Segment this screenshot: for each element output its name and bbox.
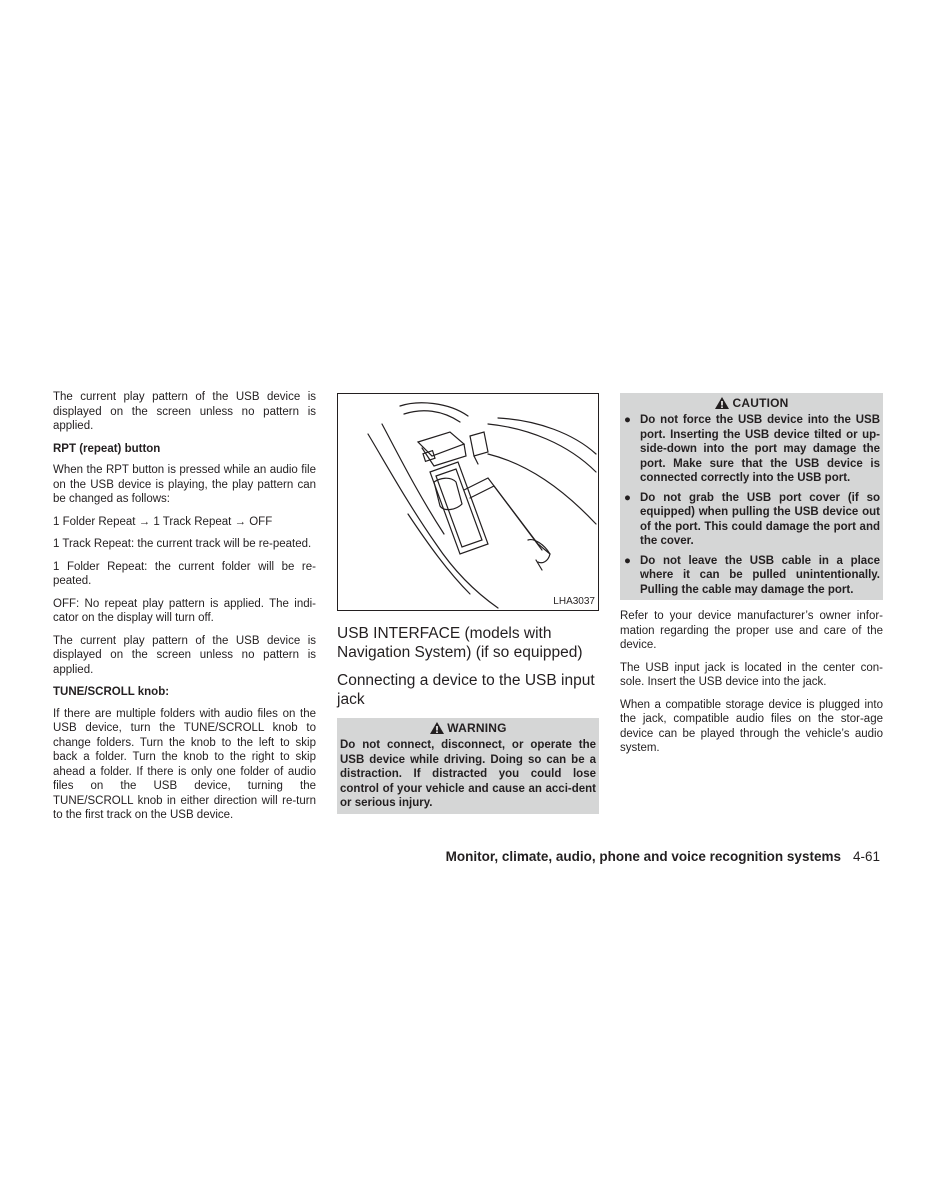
warning-box — [337, 718, 599, 814]
caution-item — [623, 413, 880, 486]
warning-text: Do not connect, disconnect, or operate the USB device while driving. Doing so can be a distraction. If distracted you could lose control of your vehicle and cause an acci-dent or serious injury. — [340, 739, 596, 809]
page-number: 4-61 — [852, 849, 880, 864]
middle-column — [337, 390, 599, 814]
bullet-icon: ● — [624, 554, 631, 567]
tune-scroll-heading: TUNE/SCROLL knob: — [53, 686, 170, 698]
left-column — [53, 390, 316, 831]
caution-item — [623, 554, 880, 598]
caution-title: CAUTION — [732, 396, 789, 410]
caution-box — [620, 393, 883, 600]
repeat-sequence: 1 Folder Repeat → 1 Track Repeat → OFF — [53, 515, 273, 528]
play-pattern-paragraph: The current play pattern of the USB device is displayed on the screen unless no pattern is applied. — [53, 391, 316, 432]
caution-item-text: Do not force the USB device into the USB port. Inserting the USB device tilted or up-side-down into the port may damage the port. Make sure that the USB device is connected correctly into the USB port. — [640, 414, 880, 484]
compatible-device-paragraph: When a compatible storage device is plugged into the jack, compatible audio files on the stor-age device can be played through the vehicle’s audio system. — [620, 698, 883, 754]
tune-scroll-description: If there are multiple folders with audio files on the USB device, turn the TUNE/SCROLL knob to change folders. Turn the knob to the left to skip back a folder. Turn the knob to the right to skip ahead a folder. If there is only one folder of audio files on the USB device, turning the TUNE/SCROLL knob in either direction will re-turn to the first track on the USB device. — [53, 707, 316, 821]
folder-repeat-description: 1 Folder Repeat: the current folder will be re-peated. — [53, 560, 316, 587]
caution-item-text: Do not grab the USB port cover (if so equipped) when pulling the USB device out of the port. This could damage the port and the cover. — [640, 491, 880, 547]
page-footer — [446, 848, 880, 866]
warning-header — [337, 718, 599, 738]
figure-label: LHA3037 — [553, 596, 595, 607]
warning-title: WARNING — [447, 721, 507, 735]
caution-item-text: Do not leave the USB cable in a place where it can be pulled unintentionally. Pulling the cable may damage the port. — [640, 554, 880, 596]
jack-location-paragraph: The USB input jack is located in the center con-sole. Insert the USB device into the jack. — [620, 661, 883, 688]
connecting-device-subtitle: Connecting a device to the USB input jack — [337, 672, 595, 708]
right-column — [620, 390, 883, 764]
warning-triangle-icon — [714, 396, 730, 410]
play-pattern-paragraph-2: The current play pattern of the USB device is displayed on the screen unless no pattern is applied. — [53, 634, 316, 676]
footer-section-title: Monitor, climate, audio, phone and voice recognition systems — [445, 849, 841, 864]
center-console-drawing — [338, 394, 598, 610]
bullet-icon: ● — [624, 414, 631, 426]
rpt-description: When the RPT button is pressed while an audio file on the USB device is playing, the play pattern can be changed as follows: — [53, 464, 316, 505]
bullet-icon: ● — [624, 491, 631, 504]
usb-interface-title: USB INTERFACE (models with Navigation System) (if so equipped) — [337, 625, 583, 661]
track-repeat-description: 1 Track Repeat: the current track will be re-peated. — [53, 538, 312, 550]
off-description: OFF: No repeat play pattern is applied. The indi-cator on the display will turn off. — [53, 597, 316, 624]
usb-port-illustration — [337, 393, 599, 611]
manufacturer-info-paragraph: Refer to your device manufacturer’s owner infor-mation regarding the proper use and care of the device. — [620, 610, 883, 651]
warning-triangle-icon — [429, 721, 445, 735]
rpt-button-heading: RPT (repeat) button — [53, 442, 161, 455]
caution-header — [620, 393, 883, 413]
caution-item — [623, 491, 880, 549]
caution-list — [620, 413, 883, 600]
